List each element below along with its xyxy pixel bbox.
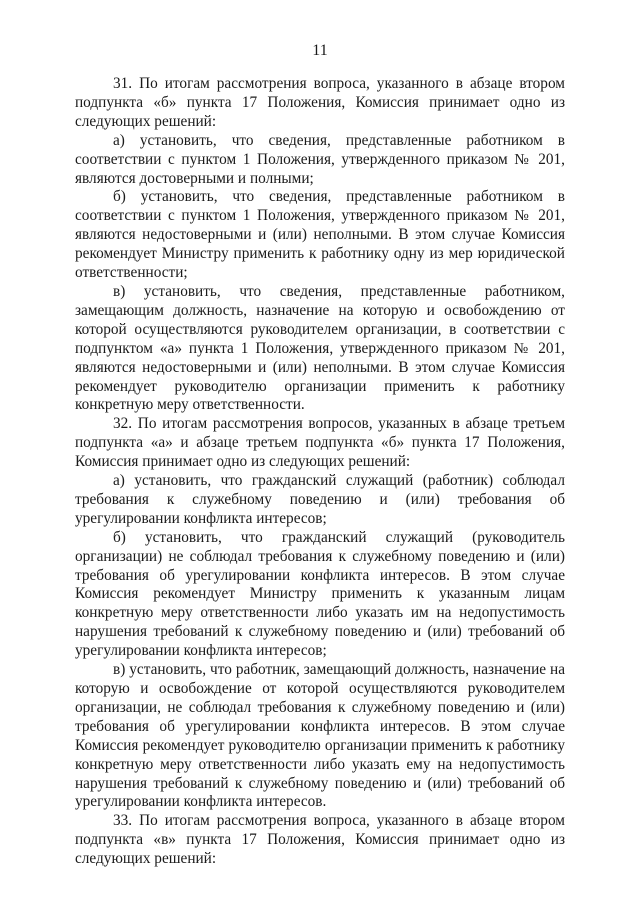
paragraph-31-b: б) установить, что сведения, представленные работником в соответствии с пунктом 1 Положения, утвержденного приказом № 201, являются недостоверными и (или) неполными. В этом случае Комиссия рекомендует Министру применить к работнику одну из мер юридической ответственности; [75, 188, 565, 282]
paragraph-33: 33. По итогам рассмотрения вопроса, указанного в абзаце втором подпункта «в» пункта 17 Положения, Комиссия принимает одно из следующих решений: [75, 812, 565, 868]
document-body [75, 75, 565, 869]
paragraph-31: 31. По итогам рассмотрения вопроса, указанного в абзаце втором подпункта «б» пункта 17 Положения, Комиссия принимает одно из следующих решений: [75, 75, 565, 130]
paragraph-32-b: б) установить, что гражданский служащий (руководитель организации) не соблюдал требования к служебному поведению и (или) требования об урегулировании конфликта интересов. В этом случае Комиссия рекомендует Министру применить к указанным лицам конкретную меру ответственности либо указать им на недопустимость нарушения требований к служебному поведению и (или) требований об урегулировании конфликта интересов; [75, 528, 565, 660]
page-number: 11 [312, 42, 328, 59]
paragraph-32-v: в) установить, что работник, замещающий должность, назначение на которую и освобождение от которой осуществляются руководителем организации, не соблюдал требования к служебному поведению и (или) требования об урегулировании конфликта интересов. В этом случае Комиссия рекомендует руководителю организации применить к работнику конкретную меру ответственности либо указать ему на недопустимость нарушения требований к служебному поведению и (или) требований об урегулировании конфликта интересов. [75, 661, 565, 811]
paragraph-32: 32. По итогам рассмотрения вопросов, указанных в абзаце третьем подпункта «а» и абзаце третьем подпункта «б» пункта 17 Положения, Комиссия принимает одно из следующих решений: [75, 415, 565, 471]
paragraph-31-v: в) установить, что сведения, представленные работником, замещающим должность, назначение на которую и освобождению от которой осуществляются руководителем организации, в соответствии с подпунктом «а» пункта 1 Положения, утвержденного приказом № 201, являются недостоверными и (или) неполными. В этом случае Комиссия рекомендует руководителю организации применить к работнику конкретную меру ответственности. [75, 282, 565, 414]
paragraph-31-a: а) установить, что сведения, представленные работником в соответствии с пунктом 1 Положения, утвержденного приказом № 201, являются достоверными и полными; [75, 131, 565, 187]
paragraph-32-a: а) установить, что гражданский служащий (работник) соблюдал требования к служебному поведению и (или) требования об урегулировании конфликта интересов; [75, 472, 565, 527]
